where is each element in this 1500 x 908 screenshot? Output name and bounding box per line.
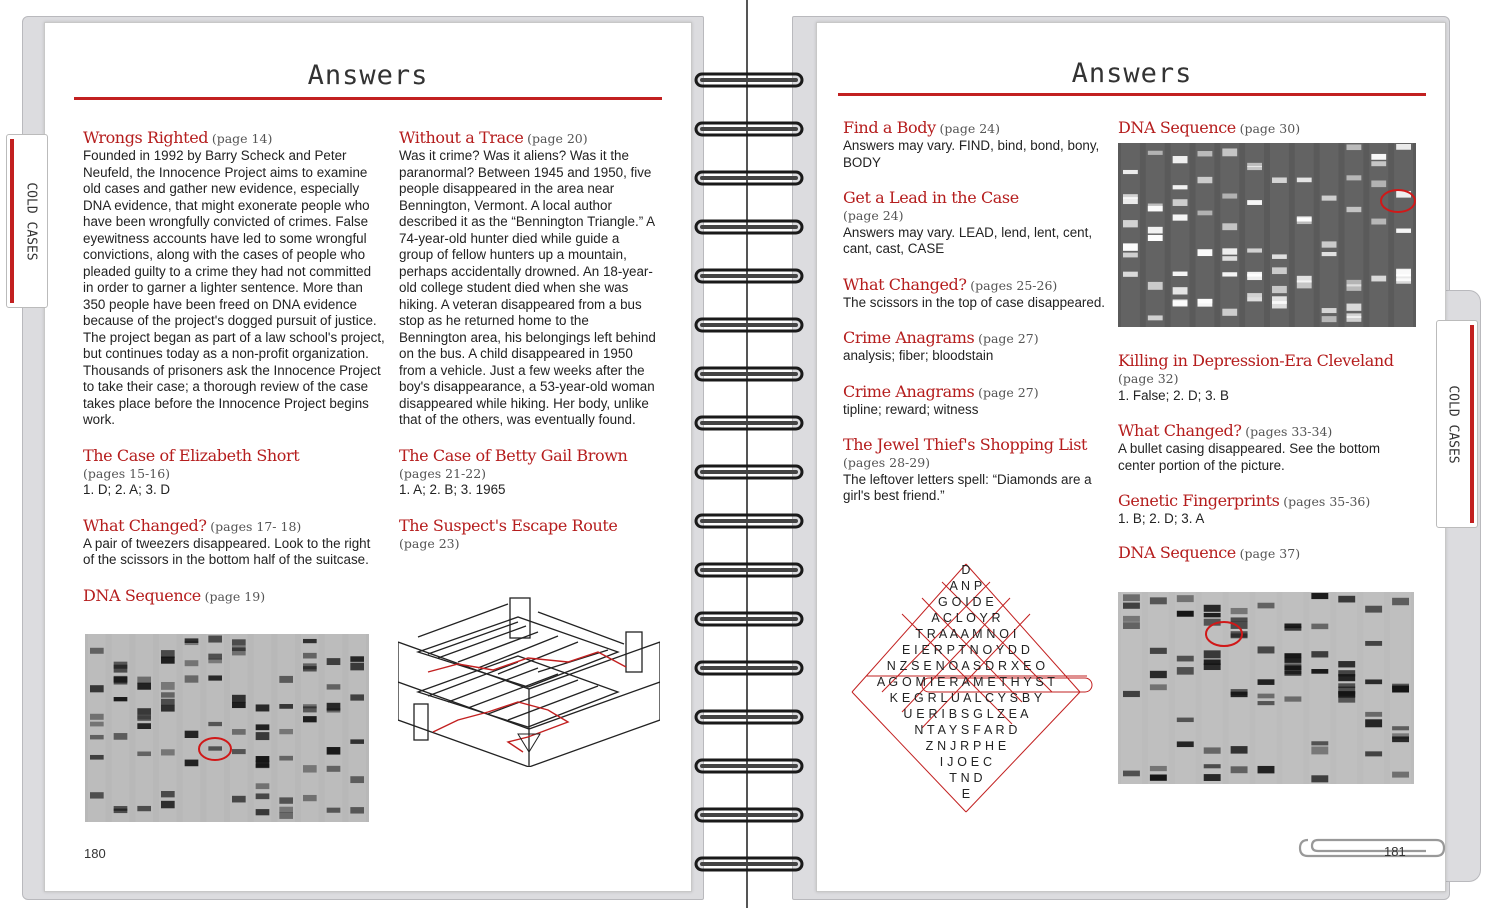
spiral-ring — [696, 368, 802, 380]
answer-item — [1118, 542, 1418, 563]
answer-item — [83, 515, 385, 569]
answer-item — [1118, 350, 1418, 404]
answer-title: The Case of Elizabeth Short — [83, 445, 300, 465]
answer-body: 1. B; 2. D; 3. A — [1118, 511, 1205, 526]
answer-body: Answers may vary. FIND, bind, bond, bony, BODY — [843, 138, 1100, 170]
dna-sequence-image-page-19 — [85, 634, 369, 822]
answer-page-ref: (page 23) — [399, 535, 460, 551]
answer-title: Genetic Fingerprints — [1118, 491, 1280, 510]
answer-item — [843, 381, 1105, 419]
answer-body: Founded in 1992 by Barry Scheck and Peter Neufeld, the Innocence Project aims to examine old cases and gather new evidence, especially DNA evidence, that might exonerate people who have been wrongfully convicted of crimes. False eyewitness accounts have led to some wrongful convictions, along with the cases of people who pleaded guilty to a crime they had not committed in order to garner a lighter sentence. More than 350 people have been freed on DNA evidence because of the project's dogged pursuit of justice. The project began as part of a law school's project, but continues today as a non-profit organization. Thousands of prisoners ask the Innocence Project to take their case; a thorough review of the case takes place before the Innocence Project begins work. — [83, 148, 385, 427]
spiral-ring — [696, 809, 802, 821]
answer-title: Killing in Depression-Era Cleveland — [1118, 351, 1394, 370]
spiral-ring — [696, 270, 802, 282]
puzzle-row: A N P — [949, 579, 983, 593]
answer-item — [399, 127, 657, 429]
answer-item — [399, 445, 657, 499]
answer-page-ref: (pages 21-22) — [399, 465, 487, 481]
answer-title: DNA Sequence — [1118, 118, 1236, 137]
spiral-ring — [696, 319, 802, 331]
tab-label: COLD CASES — [23, 181, 39, 261]
answer-title: DNA Sequence — [1118, 542, 1236, 562]
answer-title: Crime Anagrams — [843, 381, 975, 401]
answer-body: analysis; fiber; bloodstain — [843, 348, 994, 363]
left-column-1 — [83, 127, 385, 606]
puzzle-row: U E R I B S G L Z E A — [903, 707, 1029, 721]
answer-title: The Suspect's Escape Route — [399, 515, 618, 535]
spiral-ring — [696, 613, 802, 625]
answer-body: The leftover letters spell: “Diamonds are a girl's best friend.” — [843, 471, 1092, 503]
answer-title: Without a Trace — [399, 128, 524, 147]
left-page-heading: Answers — [307, 60, 429, 91]
answer-item — [843, 187, 1105, 258]
spiral-ring — [696, 466, 802, 478]
dna-sequence-image-page-30 — [1118, 143, 1416, 327]
puzzle-row: N Z S E N O A S D R X E O — [886, 659, 1046, 673]
left-column-2 — [399, 127, 657, 568]
answer-page-ref: (page 27) — [978, 384, 1039, 400]
answer-body: Was it crime? Was it aliens? Was it the paranormal? Between 1945 and 1950, five people disappeared in the area near Bennington, Vermont. A local author described it as the “Bennington Triangle.” A 74-year-old hunter died while guide a group of fellow hunters up a mountain, perhaps accidentally drowned. An 18-year-old college student died when she was hiking. A veteran disappeared from a bus stop as he returned home to the Bennington area, his belongings left behind on the bus. A child disappeared in 1950 from a vehicle. Just a few weeks after the boy's disappearance, a 53-year-old woman disappeared while hiking. Her body, unlike that of the others, was eventually found. — [399, 148, 656, 427]
answer-page-ref: (page 19) — [204, 588, 266, 604]
answer-item — [83, 127, 385, 429]
dna-sequence-image-page-37 — [1118, 592, 1414, 784]
tab-label-box — [1439, 321, 1467, 527]
puzzle-row: T N D — [949, 771, 983, 785]
answer-body: A bullet casing disappeared. See the bottom center portion of the picture. — [1118, 441, 1381, 473]
answer-item — [1118, 490, 1418, 528]
answer-title: What Changed? — [843, 274, 967, 294]
answer-page-ref: (pages 25-26) — [970, 277, 1058, 293]
spiral-ring — [696, 123, 802, 135]
answer-item — [83, 445, 385, 499]
answer-page-ref: (pages 33-34) — [1245, 424, 1333, 439]
left-heading-rule — [74, 97, 662, 100]
puzzle-row: K E G R L U A L C Y S B Y — [889, 691, 1043, 705]
answer-page-ref: (page 24) — [939, 121, 1000, 136]
answer-page-ref: (page 14) — [211, 131, 273, 146]
answer-page-ref: (pages 15-16) — [83, 465, 171, 481]
puzzle-row: A G O M I E R A M E T H Y S T — [876, 675, 1056, 689]
answer-body: Answers may vary. LEAD, lend, lent, cent, cant, cast, CASE — [843, 224, 1093, 256]
tab-label-box — [17, 135, 45, 307]
answer-item — [1118, 117, 1418, 138]
answer-page-ref: (pages 35-36) — [1283, 494, 1371, 509]
answer-body: 1. D; 2. A; 3. D — [83, 482, 171, 497]
spiral-ring — [696, 662, 802, 674]
answer-body: A pair of tweezers disappeared. Look to the right of the scissors in the bottom half of the suitcase. — [83, 535, 371, 567]
puzzle-row: E — [961, 787, 971, 801]
answer-page-ref: (pages 28-29) — [843, 455, 931, 470]
answer-title: Crime Anagrams — [843, 328, 975, 347]
spiral-ring — [696, 711, 802, 723]
right-page-number: 181 — [1384, 844, 1406, 859]
right-heading-rule — [838, 93, 1426, 96]
spiral-ring — [696, 515, 802, 527]
puzzle-row: I J O E C — [939, 755, 993, 769]
answer-body: 1. False; 2. D; 3. B — [1118, 387, 1229, 403]
word-search-puzzle — [842, 562, 1098, 820]
spiral-ring — [696, 858, 802, 870]
answer-page-ref: (page 20) — [527, 131, 588, 146]
right-page-heading: Answers — [1071, 58, 1193, 89]
answer-title: What Changed? — [1118, 421, 1242, 440]
answer-item — [399, 515, 657, 553]
answer-item — [843, 117, 1105, 171]
answer-title: DNA Sequence — [83, 585, 201, 605]
answer-title: Wrongs Righted — [83, 128, 209, 147]
spiral-binding — [694, 12, 804, 902]
right-cold-cases-tab[interactable] — [1436, 320, 1478, 528]
puzzle-row: E I E R P T N O Y D D — [901, 643, 1031, 657]
tab-red-stripe — [10, 139, 14, 303]
puzzle-row: T R A A A M N O I — [915, 627, 1017, 641]
answer-title: Find a Body — [843, 118, 936, 137]
answer-page-ref: (page 37) — [1239, 545, 1301, 561]
puzzle-row: N T A Y S F A R D — [914, 723, 1018, 737]
spiral-ring — [696, 172, 802, 184]
answer-item — [843, 274, 1105, 312]
escape-route-maze-image — [398, 592, 660, 767]
answer-page-ref: (page 32) — [1118, 371, 1179, 386]
answer-item — [843, 434, 1105, 505]
tab-label: COLD CASES — [1445, 384, 1461, 464]
answer-title: What Changed? — [83, 515, 207, 535]
left-page-number: 180 — [84, 846, 106, 861]
answer-body: 1. A; 2. B; 3. 1965 — [399, 482, 506, 497]
answer-title: The Jewel Thief's Shopping List — [843, 435, 1088, 454]
answer-title: The Case of Betty Gail Brown — [399, 445, 628, 465]
spiral-ring — [696, 564, 802, 576]
puzzle-row: D — [961, 563, 971, 577]
answer-item — [83, 585, 385, 606]
answer-body: The scissors in the top of case disappeared. — [843, 294, 1106, 310]
answer-page-ref: (page 27) — [978, 331, 1039, 346]
spiral-ring — [696, 417, 802, 429]
answer-page-ref: (page 24) — [843, 208, 904, 223]
answer-body: tipline; reward; witness — [843, 401, 979, 417]
paperclip-icon — [1298, 818, 1448, 870]
right-column-1 — [843, 117, 1105, 505]
answer-page-ref: (pages 17- 18) — [210, 518, 302, 534]
spiral-ring — [696, 74, 802, 86]
puzzle-row: G O I D E — [938, 595, 994, 609]
left-cold-cases-tab[interactable] — [6, 134, 48, 308]
answer-item — [843, 327, 1105, 365]
puzzle-row: Z N J R P H E — [925, 739, 1007, 753]
answer-title: Get a Lead in the Case — [843, 188, 1019, 207]
spiral-ring — [696, 760, 802, 772]
tab-red-stripe — [1470, 325, 1474, 523]
spiral-ring — [696, 221, 802, 233]
puzzle-row: A C L O Y R — [931, 611, 1001, 625]
answer-item — [1118, 420, 1418, 474]
answer-page-ref: (page 30) — [1239, 121, 1301, 136]
